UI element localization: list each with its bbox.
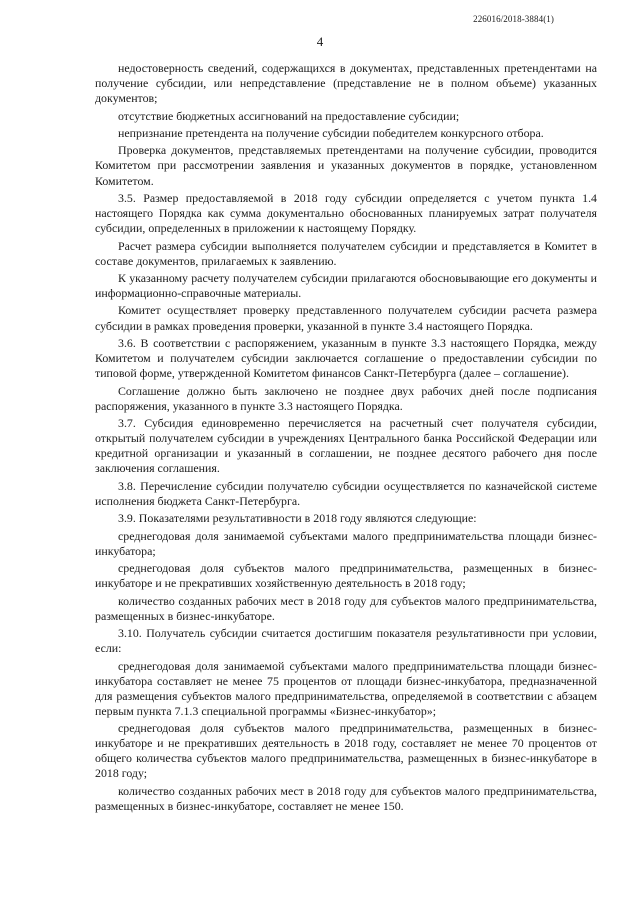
paragraph: 3.7. Субсидия единовременно перечисляется на расчетный счет получателя субсидии, открытый получателем субсидии в учреждениях Центрального банка Российской Федерации или кредитной организации и указанный в соглашении, не позднее десятого рабочего дня после заключения соглашения. <box>95 416 597 476</box>
paragraph: Проверка документов, представляемых претендентами на получение субсидии, проводится Комитетом при рассмотрении заявления и указанных документов в порядке, установленном Комитетом. <box>95 143 597 188</box>
paragraph: 3.10. Получатель субсидии считается достигшим показателя результативности при условии, если: <box>95 626 597 656</box>
paragraph: К указанному расчету получателем субсидии прилагаются обосновывающие его документы и информационно-справочные материалы. <box>95 271 597 301</box>
paragraph: Соглашение должно быть заключено не позднее двух рабочих дней после подписания распоряжения, указанного в пункте 3.3 настоящего Порядка. <box>95 383 597 413</box>
paragraph: среднегодовая доля занимаемой субъектами малого предпринимательства площади бизнес-инкубатора составляет не менее 75 процентов от площади бизнес-инкубатора, предназначенной для размещения субъектов малого предпринимательства, определяемой в соответствии с абзацем первым пункта 7.1.3 специальной программы «Бизнес-инкубатор»; <box>95 658 597 718</box>
paragraph: среднегодовая доля субъектов малого предпринимательства, размещенных в бизнес-инкубаторе и не прекративших деятельность в 2018 году, составляет не менее 70 процентов от общего количества субъектов малого предпринимательства, размещенных в бизнес-инкубаторе в 2018 году; <box>95 721 597 781</box>
paragraph: Комитет осуществляет проверку представленного получателем субсидии расчета размера субсидии в рамках проведения проверки, указанной в пункте 3.4 настоящего Порядка. <box>95 303 597 333</box>
paragraph: среднегодовая доля субъектов малого предпринимательства, размещенных в бизнес-инкубаторе и не прекративших хозяйственную деятельность в 2018 году; <box>95 561 597 591</box>
paragraph: Расчет размера субсидии выполняется получателем субсидии и представляется в Комитет в составе документов, прилагаемых к заявлению. <box>95 238 597 268</box>
paragraph: недостоверность сведений, содержащихся в документах, представленных претендентами на получение субсидии, или непредставление (представление не в полном объеме) указанных документов; <box>95 61 597 106</box>
paragraph: 3.9. Показателями результативности в 2018 году являются следующие: <box>118 511 477 526</box>
paragraph: непризнание претендента на получение субсидии победителем конкурсного отбора. <box>118 125 544 140</box>
paragraph: количество созданных рабочих мест в 2018 году для субъектов малого предпринимательства, размещенных в бизнес-инкубаторе. <box>95 593 597 623</box>
paragraph: 3.5. Размер предоставляемой в 2018 году субсидии определяется с учетом пункта 1.4 настоящего Порядка как сумма документально обоснованных планируемых затрат получателя субсидии, определенных в приложении к настоящему Порядку. <box>95 190 597 236</box>
page-number: 4 <box>316 34 324 49</box>
document-id: 226016/2018-3884(1) <box>473 14 554 24</box>
paragraph: 3.8. Перечисление субсидии получателю субсидии осуществляется по казначейской системе исполнения бюджета Санкт-Петербурга. <box>95 478 597 508</box>
paragraph: отсутствие бюджетных ассигнований на предоставление субсидии; <box>118 108 460 123</box>
paragraph: среднегодовая доля занимаемой субъектами малого предпринимательства площади бизнес-инкубатора; <box>95 528 597 558</box>
paragraph: количество созданных рабочих мест в 2018 году для субъектов малого предпринимательства, размещенных в бизнес-инкубаторе, составляет не менее 150. <box>95 783 597 813</box>
paragraph: 3.6. В соответствии с распоряжением, указанным в пункте 3.3 настоящего Порядка, между Комитетом и получателем субсидии заключается соглашение о предоставлении субсидии по типовой форме, утвержденной Комитетом финансов Санкт-Петербурга (далее – соглашение). <box>95 335 597 381</box>
document-body <box>95 61 597 816</box>
